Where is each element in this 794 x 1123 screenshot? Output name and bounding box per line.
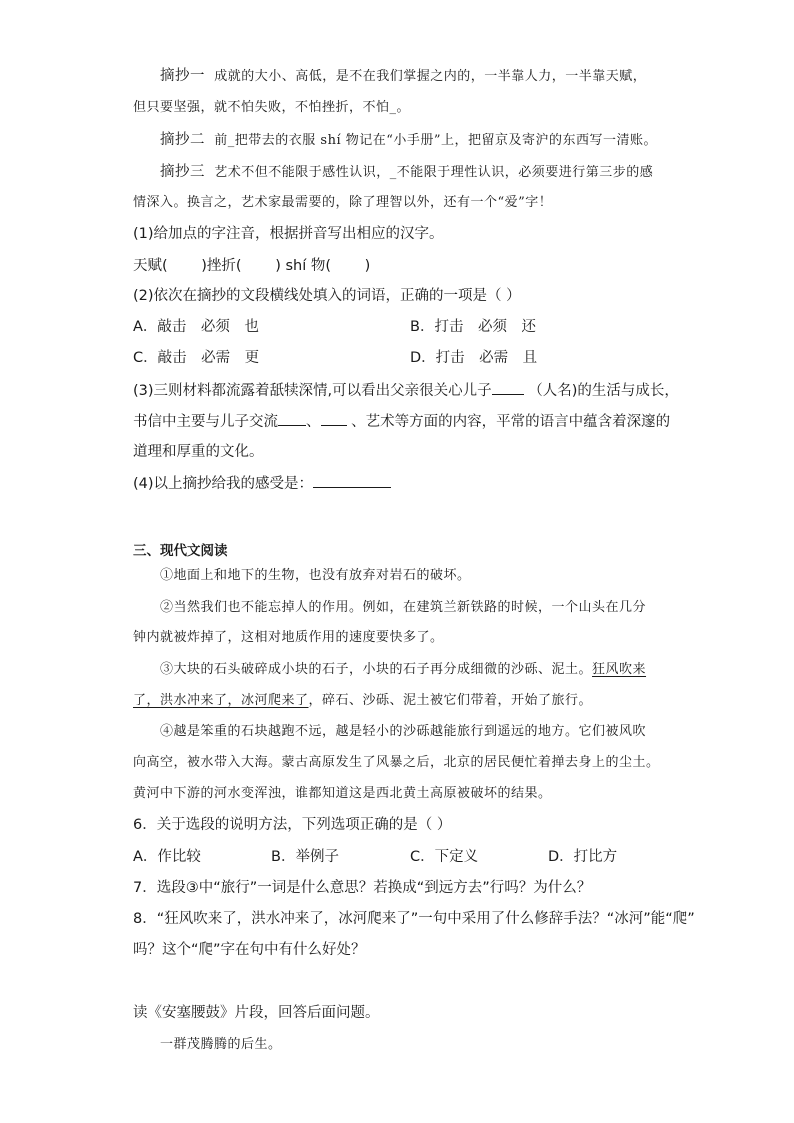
question-2-option-d[interactable]: D．打击 必需 且 — [410, 350, 538, 366]
question-3-line-2b: 、 — [306, 414, 321, 430]
question-2-option-c[interactable]: C．敲击 必需 更 — [133, 350, 260, 366]
excerpt-1-label: 摘抄一 — [160, 68, 205, 84]
question-8-line-2: 吗？这个“爬”字在句中有什么好处？ — [133, 942, 366, 958]
passage-paragraph-3-line-1 — [160, 660, 646, 680]
question-2-stem: (2)依次在摘抄的文段横线处填入的词语，正确的一项是（ ） — [133, 288, 521, 304]
question-1-stem: (1)给加点的字注音，根据拼音写出相应的汉字。 — [133, 226, 444, 242]
question-1-items: 天赋( )挫折( ) shí 物( ) — [133, 258, 371, 274]
topic-blank-2[interactable] — [321, 411, 347, 426]
question-6-option-a[interactable]: A．作比较 — [133, 849, 201, 865]
section-3-heading: 三、现代文阅读 — [133, 543, 228, 559]
feeling-blank[interactable] — [313, 473, 391, 488]
excerpt-1-line-2: 但只要坚强，就不怕失败，不怕挫折，不怕_。 — [133, 100, 411, 115]
passage-paragraph-2-line-1: ②当然我们也不能忘掉人的作用。例如，在建筑兰新铁路的时候，一个山头在几分 — [160, 600, 647, 615]
question-6-stem: 6．关于选段的说明方法，下列选项正确的是（ ） — [133, 817, 452, 833]
question-2-option-b[interactable]: B．打击 必须 还 — [410, 319, 536, 335]
question-7-stem: 7．选段③中“旅行”一词是什么意思？若换成“到远方去”行吗？为什么？ — [133, 880, 592, 896]
passage-p3-underlined-2: 了，洪水冲来了，冰河爬来了 — [133, 693, 309, 708]
excerpt-3-line-1 — [160, 162, 653, 183]
question-3-line-2 — [133, 411, 670, 432]
excerpt-3-text: 艺术不但不能限于感性认识，_不能限于理性认识，必须要进行第三步的感 — [214, 165, 654, 180]
passage-p3-underlined-1: 狂风吹来 — [592, 662, 647, 677]
excerpt-1-text: 成就的大小、高低，是不在我们掌握之内的，一半靠人力，一半靠天赋， — [214, 69, 647, 84]
question-3-line-2a: 书信中主要与儿子交流 — [133, 414, 278, 430]
question-4-stem: (4)以上摘抄给我的感受是： — [133, 476, 314, 492]
passage-paragraph-4-line-1: ④越是笨重的石块越跑不远，越是轻小的沙砾越能旅行到遥远的地方。它们被风吹 — [160, 724, 647, 739]
question-6-option-d[interactable]: D．打比方 — [548, 849, 618, 865]
passage-paragraph-1: ①地面上和地下的生物，也没有放弃对岩石的破坏。 — [160, 568, 471, 583]
topic-blank-1[interactable] — [278, 411, 306, 426]
passage-paragraph-4-line-2: 向高空，被水带入大海。蒙古高原发生了风暴之后，北京的居民便忙着掸去身上的尘土。 — [133, 755, 660, 770]
reading-first-line: 一群茂腾腾的后生。 — [160, 1037, 282, 1052]
question-6-option-c[interactable]: C．下定义 — [410, 849, 479, 865]
question-3-line-1 — [133, 380, 679, 401]
question-3-part-1: (3)三则材料都流露着舐犊深情,可以看出父亲很关心儿子 — [133, 383, 492, 399]
question-8-line-1: 8．“狂风吹来了，洪水冲来了，冰河爬来了”一句中采用了什么修辞手法？“冰河”能“爬” — [133, 911, 695, 927]
excerpt-2-text: 前_把带去的衣服 shí 物记在“小手册”上，把留京及寄沪的东西写一清账。 — [214, 133, 658, 148]
excerpt-1-line-1 — [160, 66, 646, 87]
question-3-part-2: （人名)的生活与成长， — [528, 383, 679, 399]
excerpt-2-label: 摘抄二 — [160, 132, 205, 148]
son-name-blank[interactable] — [492, 380, 524, 395]
question-3-line-3: 道理和厚重的文化。 — [133, 444, 264, 460]
passage-p3-text: ③大块的石头破碎成小块的石子，小块的石子再分成细微的沙砾、泥土。 — [160, 662, 593, 677]
excerpt-2-line-1 — [160, 130, 657, 151]
excerpt-3-line-2: 情深入。换言之，艺术家最需要的，除了理智以外，还有一个“爱”字！ — [133, 195, 553, 210]
question-2-option-a[interactable]: A．敲击 必须 也 — [133, 319, 259, 335]
passage-paragraph-3-line-2 — [133, 691, 592, 711]
passage-p3-text-2: ，碎石、沙砾、泥土被它们带着，开始了旅行。 — [308, 693, 593, 708]
passage-paragraph-2-line-2: 钟内就被炸掉了，这相对地质作用的速度要快多了。 — [133, 630, 444, 645]
question-4-line — [133, 473, 391, 494]
question-3-line-2c: 、艺术等方面的内容，平常的语言中蕴含着深邃的 — [351, 414, 671, 430]
reading-intro: 读《安塞腰鼓》片段，回答后面问题。 — [133, 1005, 380, 1021]
passage-paragraph-4-line-3: 黄河中下游的河水变浑浊，谁都知道这是西北黄土高原被破坏的结果。 — [133, 786, 552, 801]
question-6-option-b[interactable]: B．举例子 — [271, 849, 339, 865]
excerpt-3-label: 摘抄三 — [160, 164, 205, 180]
